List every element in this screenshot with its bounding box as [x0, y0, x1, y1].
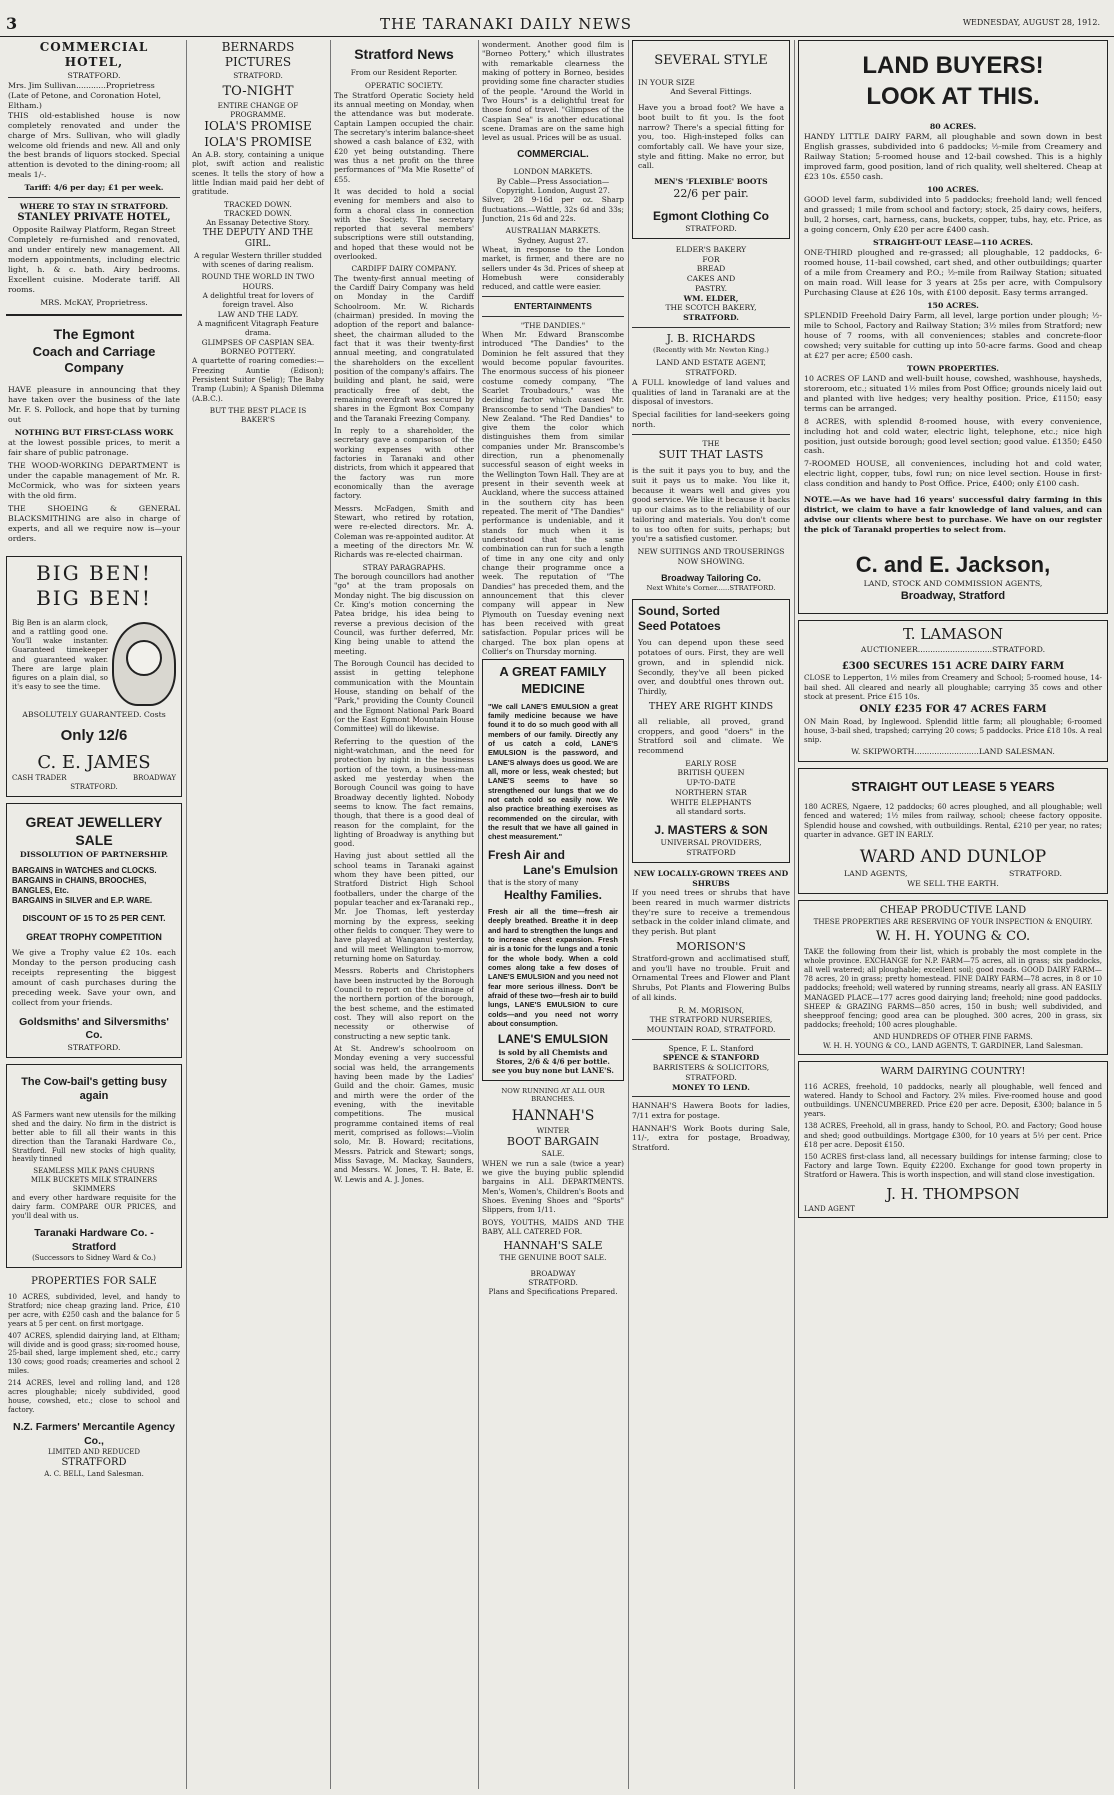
hotel-proprietress: Mrs. Jim Sullivan............Proprietress — [8, 80, 155, 90]
stanley-body: Completely re-furnished and renovated, and under entirely new management. All modern appointments, including electric light, h. & c. bath. Airy bedrooms. Excellent cuisine. Moderate tariff. All rooms. — [8, 235, 180, 294]
young-name: W. H. H. YOUNG & CO. — [875, 928, 1031, 944]
pictures-cowboy: An Essanay Detective Story. — [206, 218, 310, 228]
land-note: NOTE.—As we have had 16 years' successful dairy farming in this district, we claim to have a fair knowledge of land values, and can advise our clients where best to purchase. We have on our register the pick of Taranaki properties to select from. — [804, 495, 1102, 535]
morison-ad — [632, 869, 790, 1035]
pictures-deputy-body: A regular Western thriller studded with scenes of daring realism. — [194, 250, 322, 270]
morison-body-2: Stratford-grown and acclimatised stuff, and you'll have no trouble. Fruit and Ornamental Trees and Flower and Plant Shrubs, Pot Plants and Flowering Bulbs of all kinds. — [632, 953, 790, 1002]
bigben-title-1: BIG BEN! — [36, 560, 152, 585]
column-2 — [190, 40, 326, 1789]
column-3 — [334, 40, 474, 1789]
ward-dunlop-ad — [798, 768, 1108, 893]
bakery-desc: THE SCOTCH BAKERY, — [665, 303, 757, 313]
bigben-seller: C. E. JAMES — [37, 751, 151, 773]
issue-date: WEDNESDAY, AUGUST 28, 1912. — [962, 18, 1100, 27]
hannah-boys: BOYS, YOUTHS, MAIDS AND THE BABY, ALL CATERED FOR. — [482, 1217, 624, 1236]
straight-body: 180 ACRES, Ngaere, 12 paddocks; 60 acres ploughed, and all ploughable; well fenced and watered; 1½ miles from railway, school; cheese factory opposite. Splendid house and cowshed, with outbuildings. Rental, £210 per year, no rates; quarter in advance. GET IN EARLY. — [804, 802, 1102, 839]
coach-shoeing: THE SHOEING & GENERAL BLACKSMITHING are also in charge of experts, and all we require now is—your orders. — [8, 503, 180, 543]
morison-nurseries: THE STRATFORD NURSERIES, — [649, 1015, 773, 1025]
hannah-line: HANNAH'S Work Boots during Sale, 11/-, extra for postage, Broadway, Stratford. — [632, 1123, 790, 1153]
jewellery-town: STRATFORD. — [67, 1042, 121, 1052]
spence-name: Spence, F. L. Stanford — [668, 1043, 754, 1053]
cowbail-item: MILK BUCKETS MILK STRAINERS SKIMMERS — [30, 1176, 158, 1194]
style-sub-2: And Several Fittings. — [670, 87, 752, 97]
young-footer: W. H. H. YOUNG & CO., LAND AGENTS, T. GARDINER, Land Salesman. — [822, 1040, 1084, 1050]
bigben-title-2: BIG BEN! — [36, 586, 152, 611]
potatoes-body: You can depend upon these seed potatoes of ours. First, they are well grown, and in splendid nick. Secondly, they've all been picked over, and doubtful ones thrown out. Thirdly, — [638, 638, 784, 697]
aus-markets-heading: AUSTRALIAN MARKETS. — [505, 226, 601, 236]
lane-healthy: Healthy Families. — [503, 887, 603, 902]
richards-town: STRATFORD. — [685, 368, 737, 378]
hannah-running: NOW RUNNING AT ALL OUR BRANCHES. — [501, 1086, 605, 1104]
news-paragraph: It was decided to hold a social evening for members and also to form a choral class in connection with the Society. The secretary reported that several members' subscriptions were still outstanding, and hoped that these would not be overlooked. — [334, 186, 474, 262]
pictures-title-2: PICTURES — [224, 55, 292, 70]
lane-fresh-1: Fresh Air and — [488, 847, 565, 862]
morison-trees: NEW LOCALLY-GROWN TREES AND SHRUBS — [633, 868, 789, 888]
suit-title: SUIT THAT LASTS — [658, 448, 764, 462]
hannah-body: WHEN we run a sale (twice a year) we give the buying public splendid bargains in ALL DEPARTMENTS. Men's, Women's, Children's Boots and Shoes. Evening Shoes and "Sports" Slippers, from 1/11. — [482, 1158, 624, 1215]
lane-body-2: Fresh air all the time—fresh air deeply breathed. Breathe it in deep and hard to strengthen the lungs and to increase chest expansion. Fresh air is a tonic for the lungs and a tonic for the whole body. When a cold comes along take a few doses of LANE'S EMULSION and you need not fear more serious illness. Don't be afraid of these two—fresh air to build lungs, LANE'S EMULSION to cure colds—and you need not worry about consumption. — [488, 906, 618, 1028]
london-markets-heading: LONDON MARKETS. — [513, 167, 593, 177]
lane-see: see you buy none but LANE'S. — [492, 1066, 614, 1076]
pictures-tonight: TO-NIGHT — [222, 84, 294, 100]
coach-nothing: NOTHING BUT FIRST-CLASS WORK — [14, 427, 174, 437]
thompson-paragraph: 138 ACRES, Freehold, all in grass, handy to School, P.O. and Factory; Good house and shed; good outbuildings. Mortgage £300, for 10 years at 5½ per cent. Price £18 per acre. Deposit £150. — [804, 1121, 1102, 1149]
bernards-pictures-ad — [190, 40, 326, 425]
young-title: CHEAP PRODUCTIVE LAND — [879, 904, 1027, 916]
news-paragraph: Messrs. Roberts and Christophers have been instructed by the Borough Council to report on the drainage of the northern portion of the borough, the best scheme, and the estimated cost. They will also report on the necessity or otherwise of constructing a new septic tank. — [334, 966, 474, 1041]
potatoes-kind: WHITE ELEPHANTS — [670, 797, 752, 807]
hotel-tariff: Tariff: 4/6 per day; £1 per week. — [24, 183, 164, 193]
richards-special: Special facilities for land-seekers going north. — [632, 410, 790, 429]
suit-near: Next White's Corner......STRATFORD. — [646, 584, 776, 593]
spence-role: BARRISTERS & SOLICITORS, — [652, 1063, 770, 1073]
land-paragraph: 8 ACRES, with splendid 8-roomed house, with every convenience, including hot and cold water, electric light, telephone, etc.; nice high position, just outside borough; good level section; good value. £1350; £450 cash. — [804, 416, 1102, 456]
land-addr: Broadway, Stratford — [900, 590, 1006, 603]
col4-footer: Plans and Specifications Prepared. — [488, 1287, 618, 1297]
richards-body: A FULL knowledge of land values and qualities of land in Taranaki are at the disposal of investors. — [632, 377, 790, 407]
lanes-emulsion-ad — [482, 659, 624, 1080]
property-town: STRATFORD — [61, 1456, 127, 1468]
potatoes-right: THEY ARE RIGHT KINDS — [648, 700, 774, 712]
property-company: N.Z. Farmers' Mercantile Agency Co., — [13, 1421, 175, 1447]
commercial-hotel-ad — [6, 40, 182, 308]
bigben-left: CASH TRADER — [12, 773, 67, 782]
news-reporter: From our Resident Reporter. — [350, 67, 458, 77]
news-heading: STRAY PARAGRAPHS. — [362, 562, 446, 572]
pictures-world: ROUND THE WORLD IN TWO HOURS. — [201, 272, 315, 291]
aus-credit: Sydney, August 27. — [517, 235, 589, 245]
cowbail-note: (Successors to Sidney Ward & Co.) — [32, 1254, 156, 1262]
land-paragraph: SPLENDID Freehold Dairy Farm, all level, large portion under plough; ½-mile to School, Factory and Railway Station; 3½ miles from Stratford; new house of 7 rooms, with all conveniences; stables and concrete-floor cowshed; very suitable for cutting up into 50-acre farms. Good and cheap at £27 per acre; £500 cash. — [804, 310, 1102, 360]
pictures-feature-2: IOLA'S PROMISE — [204, 134, 312, 149]
stanley-prop: MRS. McKAY, Proprietress. — [40, 297, 148, 307]
land-heading: 100 ACRES. — [927, 185, 979, 195]
column-1 — [6, 40, 182, 1789]
spence-stanford-ad — [632, 1044, 790, 1093]
pictures-borneo: BORNEO POTTERY. — [220, 346, 296, 356]
suit-ad — [632, 439, 790, 593]
hannah-name: HANNAH'S — [511, 1107, 595, 1124]
land-heading: 80 ACRES. — [929, 122, 977, 132]
potatoes-all: all standard sorts. — [676, 807, 746, 817]
potatoes-kind: EARLY ROSE — [685, 758, 737, 768]
straight-motto: WE SELL THE EARTH. — [907, 878, 999, 888]
style-title: SEVERAL STYLE — [654, 53, 768, 68]
land-heading: TOWN PROPERTIES. — [907, 363, 999, 373]
potatoes-title-2: Seed Potatoes — [638, 619, 721, 634]
hannah-sale: SALE. — [541, 1149, 565, 1159]
lamason-body-1: CLOSE to Lepperton, 1½ miles from Creamery and School; 5-roomed house, 14-bail shed. All cleared and nearly all ploughable; carrying 35 cows and other stock at present. Price £15 10s. — [804, 673, 1102, 701]
land-paragraph: ONE-THIRD ploughed and re-grassed; all ploughable, 12 paddocks, 6-roomed house, 11-bail cowshed, cart shed, and other outbuildings; quarter of a mile from Creamery and P.O.; ½-mile from Railway Station; situated on main road. Will lease for 3 years at 25s per acre, with Compulsory Purchasing Clause at £26 10s, with £100 deposit. Easy terms arranged. — [804, 248, 1102, 297]
bakery-for: FOR — [702, 254, 720, 264]
london-body: Silver, 28 9-16d per oz. Sharp fluctuations.—Wattle, 32s 6d and 33s; Junction, 21s 6d and 22s. — [482, 195, 624, 224]
bigben-price: Only 12/6 — [60, 726, 128, 744]
dandies-body: When Mr. Edward Branscombe introduced "The Dandies" to the Dominion he felt assured that they would become popular favourites. The enormous success of his pioneer costume comedy company, "The Scarlet Troubadours," was the deciding factor which caused Mr. Branscombe to send "The Dandies" to New Zealand. "The Red Dandies" to give them the color which distinguishes them from similar companies under Mr. Branscombe's direction, run a phenomenally successful season of eight weeks in the Wellington Town Hall. They are at present in their seventh week at Auckland, where the success attained in the southern city has been repeated. The merit of "The Dandies" performance is undeniable, and it stands for much when it is understood that the same combination can run for such a length of time in any one city and only change their programme once a week. The reputation of "The Dandies" has preceded them, and the announcement that this clever company will appear in New Plymouth on Tuesday evening next has been received with great satisfaction. Popular prices will be charged. The box plan opens at Collier's on Thursday morning. — [482, 329, 624, 657]
news-paragraph: The twenty-first annual meeting of the Cardiff Dairy Company was held on Monday in the Cardiff Schoolroom. Mr. W. Richards (chairman) presided. In moving the adoption of the report and balance-sheet, the chairman alluded to the fact that it was their twenty-first annual meeting, and congratulated the shareholders on the excellent position of the company's affairs. The building and plant, he said, were practically free of debt, the remaining overdraft was secured by shares in the Egmont Box Company and the Taranaki Freezing Company. — [334, 273, 474, 423]
potatoes-kind: NORTHERN STAR — [675, 787, 747, 797]
coach-title-2: Coach and Carriage Company — [32, 343, 156, 376]
jewellery-discount: DISCOUNT OF 15 TO 25 PER CENT. — [22, 913, 166, 924]
potatoes-universal: UNIVERSAL PROVIDERS, — [660, 838, 762, 848]
morison-name: MORISON'S — [676, 939, 746, 953]
lane-fresh-2: Lane's Emulsion — [523, 862, 618, 877]
style-sub-1: IN YOUR SIZE — [638, 77, 695, 87]
bakery-item: CAKES AND — [686, 274, 736, 284]
news-paragraph: Messrs. McFadgen, Smith and Stewart, who retired by rotation, were re-elected directors. Mr. A. Coleman was re-appointed auditor. At a meeting of the directors Mr. W. Richards was re-elected chairman. — [334, 503, 474, 560]
news-paragraph: The Stratford Operatic Society held its annual meeting on Monday, when the attendance was but moderate. Captain Lampen occupied the chair. The secretary's interim balance-sheet showed a cash balance of £32, with £20 yet being outstanding. There was thus a net profit on the three performances of "Ma Mie Rosette" of £55. — [334, 90, 474, 184]
morison-addr: MOUNTAIN ROAD, STRATFORD. — [646, 1025, 776, 1035]
cowbail-company: Taranaki Hardware Co. - Stratford — [34, 1227, 154, 1253]
jewellery-title: GREAT JEWELLERY SALE — [25, 813, 163, 848]
land-paragraph: HANDY LITTLE DAIRY FARM, all ploughable and sown down in best English grasses, subdivided into 6 paddocks; ½-mile from Creamery and Railway Station; 5-roomed house and 12-bail cowshed. This is a highly improved farm, good position, land of rich quality, well sheltered. Cheap at £23 10s. £550 cash. — [804, 132, 1102, 182]
lamason-body-2: ON Main Road, by Inglewood. Splendid little farm; all ploughable; 6-roomed house, 3-bail shed, trapshed; carrying 20 cows; 5 paddocks. Price £18 10s. A real snip. — [804, 716, 1102, 745]
cowbail-body: AS Farmers want new utensils for the milking shed and the dairy. No firm in the district is better able to fill all their wants in this direction than the Taranaki Hardware Co., Stratford. Full new stocks of high quality, heavily tinned — [12, 1110, 176, 1164]
straight-agents: LAND AGENTS, — [844, 868, 908, 878]
potatoes-company: J. MASTERS & SON — [654, 823, 768, 838]
pictures-law-body: A magnificent Vitagraph Feature drama. — [197, 319, 319, 338]
pictures-comedies: A quartette of roaring comedies:—Freezing Auntie (Edison); Persistent Suitor (Selig); The Baby Tramp (Lubin); A Spanish Dilemma (A.B.C.). — [192, 356, 324, 403]
elders-bakery-ad — [632, 245, 790, 323]
lane-body: "We call LANE'S EMULSION a great family medicine because we have found it to do so much good with all members of our family. Directly any of us catch a cold, LANE'S EMULSION is the password, and LANE'S always does us good. We are all, more or less, weak chested; but LANE'S seems to have so strengthened our lungs that we do not catch cold so easily now. We also practice breathing exercises as recommended on the circular, with the result that we have all gained in chest measurement." — [488, 701, 618, 842]
land-paragraph: GOOD level farm, subdivided into 5 paddocks; freehold land; well fenced and grassed; 1 mile from school and factory; stock, 25 dairy cows, heifers, bull, 2 horses, cart, harness, cans, buckets, copper, tubs, hay, etc. Price, as a going concern, Only £20 per acre £400 cash. — [804, 195, 1102, 235]
bigben-guarantee: ABSOLUTELY GUARANTEED. Costs — [22, 709, 166, 719]
column-5 — [632, 40, 790, 1789]
stanley-name: STANLEY PRIVATE HOTEL, — [17, 212, 171, 224]
hotel-name: COMMERCIAL HOTEL, — [39, 40, 149, 70]
egmont-coach-ad — [6, 326, 182, 544]
spence-town: STRATFORD. — [685, 1072, 737, 1082]
young-reserving: THESE PROPERTIES ARE RESERVING OF YOUR INSPECTION & ENQUIRY. — [813, 917, 1093, 927]
coach-title-1: The Egmont — [53, 325, 135, 342]
property-limited: LIMITED AND REDUCED — [48, 1448, 140, 1457]
pictures-town: STRATFORD. — [233, 70, 283, 80]
news-paragraph: Having just about settled all the school teams in Taranaki against whom they have been pitted, our Stratford District High School footballers, under the charge of the popular teacher and ex-Taranaki rep., Mr. Joe Thomas, left yesterday morning by the express, seeking other fields to conquer. They were to have played at Wanganui yesterday, and will meet Wellington to-morrow, returning home on Saturday. — [334, 851, 474, 964]
land-company: C. and E. Jackson, — [855, 552, 1051, 578]
lamason-ad — [798, 620, 1108, 762]
coach-body-2: at the lowest possible prices, to merit a fair share of public patronage. — [8, 437, 180, 457]
thompson-paragraph: 150 ACRES first-class land, all necessary buildings for intense farming; close to Factory and large Town. Equity £2200. Exchange for good town property in Stratford or Hawera. This is worth inspection, and will stand close investigation. — [804, 1151, 1102, 1179]
lane-name: LANE'S EMULSION — [497, 1032, 609, 1047]
style-body: Have you a broad foot? We have a boot built to fit you. Is the foot narrow? There's a special fitting for you, too. High-insteped folks can comfortably call. We have your size, style and fitting. Make no error, but call. — [638, 103, 784, 171]
cowbail-ad — [6, 1064, 182, 1268]
hannah-winter: WINTER — [536, 1125, 570, 1135]
lamason-line-1: £300 SECURES 151 ACRE DAIRY FARM — [841, 660, 1065, 672]
potatoes-town: STRATFORD — [686, 848, 736, 858]
entertainments-heading: ENTERTAINMENTS — [514, 300, 592, 311]
pictures-tracked-1: TRACKED DOWN. — [224, 199, 292, 209]
jewellery-sub: DISSOLUTION OF PARTNERSHIP. — [19, 849, 169, 859]
property-item: 10 ACRES, subdivided, level, and handy to Stratford; nice cheap grazing land. Price, £10 per acre, with £250 cash and the balance for 5 years at 5 per cent. on first mortgage. — [8, 1292, 180, 1328]
thompson-name: J. H. THOMPSON — [886, 1184, 1020, 1203]
young-co-ad — [798, 900, 1108, 1055]
thompson-title: WARM DAIRYING COUNTRY! — [880, 1066, 1026, 1077]
hannah-sale-2: HANNAH'S SALE — [503, 1239, 603, 1253]
seed-potatoes-ad — [632, 599, 790, 863]
news-paragraph: The Borough Council has decided to assist in getting telephone communication with the Mountain House, standing on behalf of the "Park," providing the County Council and the Egmont National Park Board (or the East Egmont Mountain House Committee) will do likewise. — [334, 658, 474, 734]
news-heading: CARDIFF DAIRY COMPANY. — [351, 264, 457, 274]
spence-line: SPENCE & STANFORD — [662, 1053, 760, 1063]
hannahs-sale-ad — [482, 1087, 624, 1263]
suit-body: is the suit it pays you to buy, and the suit it pays us to make. You like it, because it wears well and gives you good service. We like it because it backs up our claims as to the reliability of our tailoring and materials. You don't come to us too often for suits, perhaps; but you're a satisfied customer. — [632, 466, 790, 544]
pictures-feature-1: IOLA'S PROMISE — [204, 119, 312, 134]
property-title: PROPERTIES FOR SALE — [31, 1275, 157, 1287]
bakery-item: BREAD — [696, 264, 726, 274]
potatoes-kind: UP-TO-DATE — [686, 778, 736, 788]
alarm-clock-icon — [112, 622, 176, 706]
lane-title-1: A GREAT FAMILY — [499, 664, 607, 680]
richards-ad — [632, 332, 790, 430]
column-4 — [482, 40, 624, 1789]
thompson-role: LAND AGENT — [804, 1204, 855, 1214]
lane-title-2: MEDICINE — [521, 680, 585, 696]
hannah-line: HANNAH'S Hawera Boots for ladies, 7/11 extra for postage. — [632, 1101, 790, 1121]
cowbail-title: The Cow-bail's getting busy again — [21, 1075, 167, 1102]
news-heading: OPERATIC SOCIETY. — [364, 81, 444, 91]
pictures-title-1: BERNARDS — [221, 40, 295, 54]
style-town: STRATFORD. — [685, 224, 737, 234]
aus-body: Wheat, in response to the London market, is firmer, and there are no sellers under 4s 3d. Prices of sheep at Homebush were considerably reduced, and cattle were easier. — [482, 245, 624, 292]
dandies-heading: "THE DANDIES." — [520, 320, 586, 330]
lamason-name: T. LAMASON — [902, 625, 1004, 644]
potatoes-body-2: all reliable, all proved, grand croppers, and good "doers" in the Stratford soil and climate. We recommend — [638, 716, 784, 756]
land-heading: STRAIGHT-OUT LEASE—110 ACRES. — [872, 238, 1034, 248]
col4-footer: BROADWAY — [530, 1268, 576, 1278]
news-paragraph: In reply to a shareholder, the secretary gave a comparison of the working expenses with other factories in Taranaki and other districts, from which it appeared that the factory was run more economically than the average factory. — [334, 426, 474, 501]
straight-town: STRATFORD. — [1009, 868, 1062, 878]
potatoes-title-1: Sound, Sorted — [638, 603, 720, 618]
potatoes-kind: BRITISH QUEEN — [677, 768, 745, 778]
thompson-paragraph: 116 ACRES, freehold, 10 paddocks, nearly all ploughable, well fenced and watered. Handy to School and Factory. 2¾ miles. Five-roomed house and good outbuildings. UNENCUMBERED. Price £20 per acre. Deposit, £300; balance in 5 years. — [804, 1082, 1102, 1119]
pictures-body: An A.B. story, containing a unique plot, swift action and realistic scenes. It tells the story of how a little Indian maid paid her debt of gratitude. — [192, 150, 324, 197]
lamason-role: AUCTIONEER..............................STRATFORD. — [860, 644, 1046, 654]
property-item: 214 ACRES, level and rolling land, and 128 acres ploughable; nicely subdivided, good house, cowshed, etc.; close to school and factory. — [8, 1379, 180, 1415]
coach-body: HAVE pleasure in announcing that they have taken over the business of the late Mr. F. S. Pollock, and hope that by turning out — [8, 385, 180, 424]
jewellery-sale-ad — [6, 803, 182, 1058]
hotel-body: THIS old-established house is now completely renovated and under the charge of Mrs. Sullivan, who will gladly welcome old friends and new. All and only the best brands of liquors stocked. Special attention is devoted to the dining-room; all meals 1/-. — [8, 110, 180, 180]
pictures-tracked-2: TRACKED DOWN. — [224, 209, 292, 219]
richards-late: (Recently with Mr. Newton King.) — [653, 345, 769, 354]
style-company: Egmont Clothing Co — [653, 208, 769, 223]
jewellery-line: BARGAINS in WATCHES and CLOCKS. — [12, 865, 157, 875]
pictures-change: ENTIRE CHANGE OF PROGRAMME. — [217, 100, 299, 119]
commercial-heading: COMMERCIAL. — [517, 148, 589, 160]
land-paragraph: 10 ACRES OF LAND and well-built house, cowshed, washhouse, haysheds, storeroom, etc.; situated 1½ miles from Post Office; grounds nicely laid out and planted with live hedges; very healthy position. Price, £1150; easy terms can be arranged. — [804, 373, 1102, 413]
page-number: 3 — [6, 14, 18, 33]
col4-footer: STRATFORD. — [528, 1277, 578, 1287]
coach-woodwork: THE WOOD-WORKING DEPARTMENT is under the capable management of Mr. R. McCormick, who was for sixteen years with the old firm. — [8, 460, 180, 500]
land-heading: 150 ACRES. — [927, 300, 979, 310]
bakery-town: STRATFORD. — [683, 313, 739, 322]
bigben-body: Big Ben is an alarm clock, and a rattling good one. You'll wake instanter. Guaranteed timekeeper and guaranteed waker. There are large plain figures on a plain dial, so it's easy to see the time. — [12, 617, 108, 692]
young-hundreds: AND HUNDREDS OF OTHER FINE FARMS. — [873, 1031, 1033, 1041]
hotel-prop-note: (Late of Petone, and Coronation Hotel, Eltham.) — [8, 90, 162, 110]
richards-agent: LAND AND ESTATE AGENT, — [656, 358, 766, 368]
pictures-footer: BUT THE BEST PLACE IS BAKER'S — [209, 405, 307, 425]
news-paragraph: Referring to the question of the night-watchman, and the need for protection by night in the business portion of the town, a business-man asked me yesterday when the Borough Council was going to have Broadway decently lighted. Nobody seems to know. The fact remains, though, that there is a good deal of reason for the complaint, for the lighting of Broadway is anything but good. — [334, 736, 474, 849]
cowbail-item: SEAMLESS MILK PANS CHURNS — [33, 1167, 155, 1176]
jewellery-line: BARGAINS in CHAINS, BROOCHES, BANGLES, Etc. — [12, 875, 147, 895]
lamason-salesman: W. SKIPWORTH..........................LAND SALESMAN. — [851, 747, 1055, 757]
style-price: 22/6 per pair. — [673, 186, 749, 200]
jewellery-line: BARGAINS in SILVER and E.P. WARE. — [12, 895, 153, 905]
bakery-item: PASTRY. — [694, 283, 728, 293]
richards-name: J. B. RICHARDS — [666, 331, 756, 345]
stanley-heading: WHERE TO STAY IN STRATFORD. — [19, 202, 169, 212]
pictures-deputy: THE DEPUTY AND THE GIRL. — [202, 227, 314, 250]
jewellery-company: Goldsmiths' and Silversmiths' Co. — [19, 1015, 169, 1042]
lamason-line-2: ONLY £235 FOR 47 ACRES FARM — [859, 704, 1047, 716]
bakery-owner: WM. ELDER, — [683, 293, 739, 303]
morison-owner: R. M. MORISON, — [678, 1005, 744, 1015]
jewellery-body: We give a Trophy value £2 10s. each Monday to the person producing cash receipts representing the biggest amount of cash purchases during the preceding week. Save your own, and collect from your friends. — [12, 947, 176, 1007]
news-paragraph: The borough councillors had another "go" at the tram proposals on Monday night. The big discussion on Cr. King's motion concerning the Patea bridge, his idea being to reverse a previous decision of the Council, was further deferred, Mr. King being unable to attend the meeting. — [334, 571, 474, 656]
thompson-ad — [798, 1061, 1108, 1218]
lane-sold: is sold by all Chemists and Stores, 2/6 & 4/6 per bottle. — [496, 1047, 610, 1066]
land-paragraph: 7-ROOMED HOUSE, all conveniences, including hot and cold water, electric light, copper, tubs, fowl run; on nice level section. House in first-class condition and handy to Post Office. Price, £400; only £100 cash. — [804, 459, 1102, 489]
bakery-name: ELDER'S BAKERY — [675, 244, 747, 254]
properties-for-sale-ad — [6, 1276, 182, 1479]
jewellery-trophy: GREAT TROPHY COMPETITION — [26, 932, 162, 943]
suit-the: THE — [702, 438, 720, 448]
london-credit: By Cable—Press Association—Copyright. London, August 27. — [496, 176, 610, 196]
lane-story: that is the story of many — [488, 878, 579, 888]
masthead — [0, 0, 1114, 37]
morison-body: If you need trees or shrubs that have been reared in much warmer districts they're sure to receive a tremendous setback in the colder inland climate, and they perish. But plant — [632, 888, 790, 937]
straight-company: WARD AND DUNLOP — [859, 846, 1047, 867]
land-buyers-ad — [798, 40, 1108, 614]
stanley-location: Opposite Railway Platform, Regan Street — [12, 225, 176, 235]
property-item: 407 ACRES, splendid dairying land, at Eltham; will divide and is good grass; six-roomed house, 25-bail shed, large implement shed, etc.; carry 130 cows; good roads; creameries and school 2 miles. — [8, 1331, 180, 1376]
newspaper-title: THE TARANAKI DAILY NEWS — [380, 15, 633, 33]
property-footer: A. C. BELL, Land Salesman. — [44, 1469, 144, 1478]
land-title-1: LAND BUYERS! — [862, 52, 1044, 79]
straight-title: STRAIGHT OUT LEASE 5 YEARS — [851, 779, 1055, 795]
several-style-ad — [632, 40, 790, 239]
column-6 — [798, 40, 1108, 1789]
hannah-bargain: BOOT BARGAIN — [506, 1135, 600, 1149]
hotel-town: STRATFORD. — [67, 70, 121, 80]
suit-new: NEW SUITINGS AND TROUSERINGS NOW SHOWING. — [637, 547, 785, 566]
pictures-glimpses: GLIMPSES OF CASPIAN SEA. — [201, 337, 315, 347]
land-title-2: LOOK AT THIS. — [866, 82, 1040, 110]
stratford-news-title: Stratford News — [354, 46, 454, 62]
land-desc: LAND, STOCK AND COMMISSION AGENTS, — [863, 579, 1043, 589]
style-flexible: MEN'S 'FLEXIBLE' BOOTS — [654, 177, 768, 187]
suit-company: Broadway Tailoring Co. — [661, 572, 761, 583]
news-paragraph: At St. Andrew's schoolroom on Monday evening a very successful social was held, the arrangements having been made by the Ladies' Guild and the choir. Games, music and mirth were the order of the evening, with the inevitable competitions. The musical programme contained items of real merit, comprised as follows:—Violin solo, Mr. B. Howard; recitations, Messrs. Patrick and Stewart; songs, Miss Savage, M. Mackay, Saunders, and Messrs. W. Jones, T. H. Bate, E. W. Lewis and A. J. Jones. — [334, 1044, 474, 1184]
spence-money: MONEY TO LEND. — [672, 1082, 750, 1092]
news-paragraph: wonderment. Another good film is "Borneo Pottery," which illustrates with remarkable clearness the making of pottery in Borneo, besides providing some fine character studies of the people. "Around the World in Two Hours" is a delightful treat for those fond of travel. "Glimpses of the Caspian Sea" is another educational scene. Dramas are on the same high level as usual. Prices will be as usual. — [482, 40, 624, 143]
pictures-travel: A delightful treat for lovers of foreign travel. Also — [202, 291, 314, 310]
young-body: TAKE the following from their list, which is probably the most complete in the whole province. EXCHANGE for N.P. FARM—75 acres, all in grass; six paddocks, all well watered; all ploughable; excellent soil; good roads. GOOD DAIRY FARM—78 acres, 20 in grass; pretty homestead. FINE DAIRY FARM—78 acres, in 8 or 10 paddocks; freehold; well watered by running streams, nearly all grass. AN EASILY MANAGED PLACE—177 acres good dairying land; freehold; nine good paddocks. SHEEP & GRAZING FARMS—850 acres, 150 in bush; well subdivided, and sheepproof fencing; good area can be ploughed. 300 acres, 200 in grass, six paddocks; freehold; 100 acres ploughable. — [804, 947, 1102, 1029]
bigben-right: BROADWAY — [132, 773, 176, 782]
hannah-genuine: THE GENUINE BOOT SALE. — [499, 1253, 607, 1263]
big-ben-ad — [6, 556, 182, 797]
cowbail-body-2: and every other hardware requisite for the dairy farm. COMPARE OUR PRICES, and you'll deal with us. — [12, 1194, 176, 1221]
bigben-town: STRATFORD. — [70, 782, 118, 791]
pictures-law: LAW AND THE LADY. — [217, 309, 299, 319]
